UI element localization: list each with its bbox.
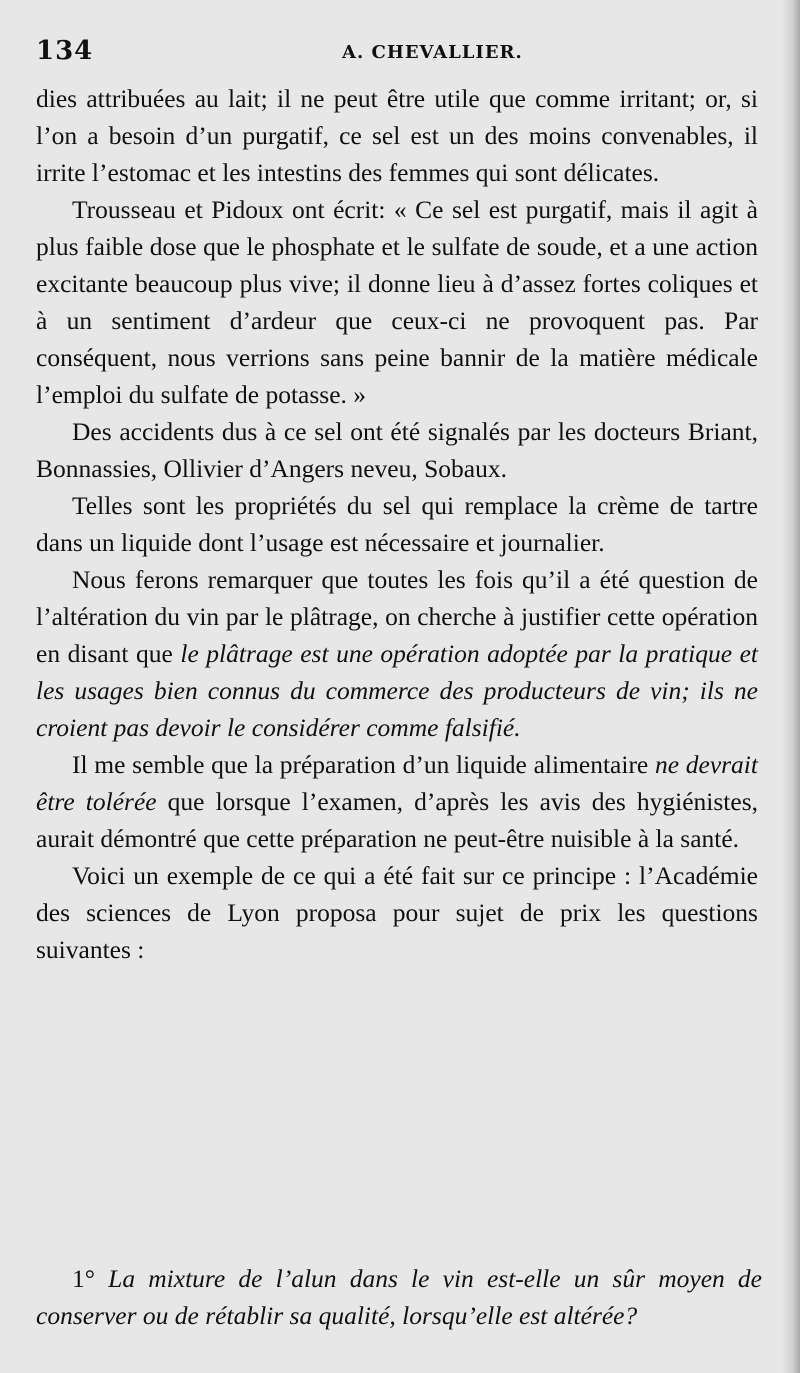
paragraph-1-text: dies attribuées au lait; il ne peut être utile que comme irritant; or, si l’on a besoin d’un purgatif, ce sel est un des moins convenables, il irrite l’estomac et les intestins des femmes qui sont délicates. — [36, 84, 758, 187]
running-head: A. CHEVALLIER. — [342, 42, 523, 63]
page-header — [36, 36, 756, 76]
page-edge-shadow — [782, 0, 800, 1373]
paragraph-4-text: Telles sont les propriétés du sel qui remplace la crème de tartre dans un liquide dont l’usage est nécessaire et journalier. — [36, 491, 758, 557]
page-number: 134 — [36, 36, 94, 66]
paragraph-6 — [36, 746, 758, 857]
paragraph-7 — [36, 857, 758, 968]
paragraph-5-text: Nous ferons remarquer que toutes les fois qu’il a été question de l’altération du vin par le plâtrage, on cherche à justifier cette opération en disant que — [36, 565, 758, 668]
paragraph-2-text: Trousseau et Pidoux ont écrit: « Ce sel est purgatif, mais il agit à plus faible dose que le phosphate et le sulfate de soude, et a une action excitante beaucoup plus vive; il donne lieu à d’assez fortes coliques et à un sentiment d’ardeur que ceux-ci ne provoquent pas. Par conséquent, nous verrions sans peine bannir de la matière médicale l’emploi du sulfate de potasse. » — [36, 195, 758, 409]
question-text: La mixture de l’alun dans le vin est-elle un sûr moyen de conserver ou de rétablir sa qualité, lorsqu’elle est altérée? — [36, 1264, 763, 1330]
paragraph-3 — [36, 413, 758, 487]
paragraph-7-text: Voici un exemple de ce qui a été fait sur ce principe : l’Académie des sciences de Lyon proposa pour sujet de prix les questions suivantes : — [36, 861, 758, 964]
paragraph-5-italic-quote: le plâtrage est une opération adoptée par la pratique et les usages bien connus du commerce des producteurs de vin; ils ne croient pas devoir le considérer comme falsifié. — [36, 639, 758, 742]
paragraph-1 — [36, 80, 758, 191]
paragraph-4 — [36, 487, 758, 561]
paragraph-3-text: Des accidents dus à ce sel ont été signalés par les docteurs Briant, Bonnassies, Ollivier d’Angers neveu, Sobaux. — [36, 417, 758, 483]
paragraph-6-text-end: que lorsque l’examen, d’après les avis des hygiénistes, aurait démontré que cette préparation ne peut-être nuisible à la santé. — [36, 787, 758, 853]
paragraph-6-text-start: Il me semble que la préparation d’un liquide alimentaire — [72, 750, 655, 779]
question-number: 1° — [72, 1264, 95, 1293]
paragraph-5 — [36, 561, 758, 746]
paragraph-2 — [36, 191, 758, 413]
question-1 — [36, 1260, 762, 1334]
body-text — [36, 80, 758, 968]
paragraph-6-italic-phrase: ne devrait être tolérée — [36, 750, 758, 816]
